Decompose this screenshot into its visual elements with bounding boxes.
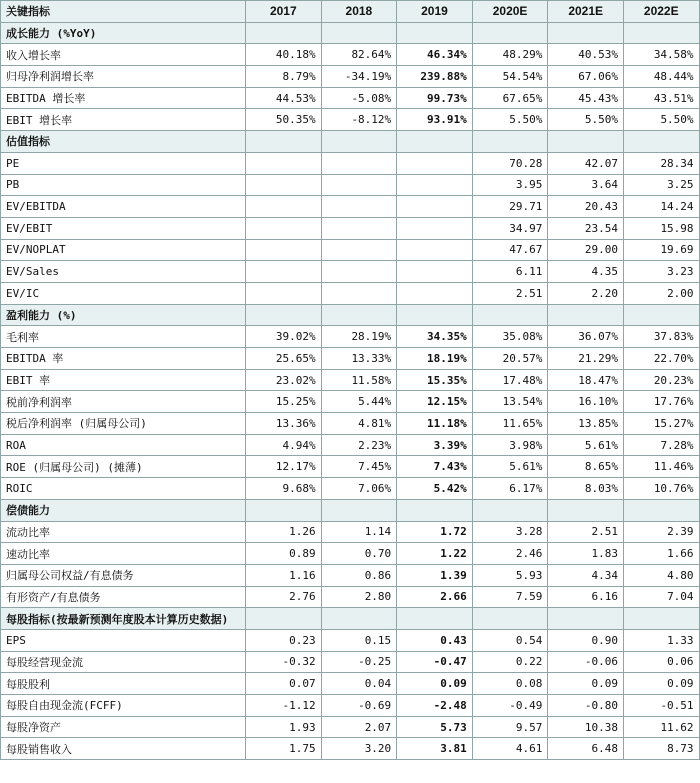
- value-cell: 35.08%: [472, 326, 548, 348]
- table-row: [1, 651, 700, 673]
- row-label: ROA: [1, 434, 246, 456]
- value-cell: 4.35: [548, 261, 624, 283]
- value-cell: 4.34: [548, 564, 624, 586]
- value-cell: 0.04: [321, 673, 397, 695]
- row-label: EV/EBITDA: [1, 196, 246, 218]
- value-cell: -2.48: [397, 695, 473, 717]
- value-cell: 2.20: [548, 282, 624, 304]
- value-cell: 5.61%: [548, 434, 624, 456]
- table-row: [1, 326, 700, 348]
- value-cell: 3.23: [623, 261, 699, 283]
- section-empty-cell: [548, 499, 624, 521]
- value-cell: 25.65%: [246, 348, 322, 370]
- value-cell: 15.35%: [397, 369, 473, 391]
- value-cell: 5.61%: [472, 456, 548, 478]
- value-cell: 2.80: [321, 586, 397, 608]
- value-cell: [397, 217, 473, 239]
- section-empty-cell: [472, 499, 548, 521]
- value-cell: -0.69: [321, 695, 397, 717]
- section-empty-cell: [548, 131, 624, 153]
- value-cell: 1.66: [623, 543, 699, 565]
- row-label: EBITDA 增长率: [1, 87, 246, 109]
- value-cell: 5.93: [472, 564, 548, 586]
- value-cell: 1.72: [397, 521, 473, 543]
- value-cell: 3.98%: [472, 434, 548, 456]
- value-cell: -8.12%: [321, 109, 397, 131]
- value-cell: 1.83: [548, 543, 624, 565]
- value-cell: 10.76%: [623, 478, 699, 500]
- value-cell: 46.34%: [397, 44, 473, 66]
- section-empty-cell: [246, 22, 322, 44]
- row-label: ROIC: [1, 478, 246, 500]
- value-cell: -0.80: [548, 695, 624, 717]
- value-cell: 0.89: [246, 543, 322, 565]
- section-row: [1, 304, 700, 326]
- row-label: EV/EBIT: [1, 217, 246, 239]
- value-cell: [246, 282, 322, 304]
- row-label: 每股股利: [1, 673, 246, 695]
- value-cell: [321, 261, 397, 283]
- value-cell: 20.43: [548, 196, 624, 218]
- value-cell: 99.73%: [397, 87, 473, 109]
- row-label: 每股销售收入: [1, 738, 246, 760]
- section-row: [1, 22, 700, 44]
- value-cell: 6.11: [472, 261, 548, 283]
- value-cell: 0.90: [548, 629, 624, 651]
- section-title: 偿债能力: [1, 499, 246, 521]
- value-cell: -34.19%: [321, 66, 397, 88]
- value-cell: 43.51%: [623, 87, 699, 109]
- value-cell: 29.00: [548, 239, 624, 261]
- value-cell: 5.50%: [548, 109, 624, 131]
- value-cell: [321, 152, 397, 174]
- table-row: [1, 217, 700, 239]
- section-empty-cell: [246, 304, 322, 326]
- table-row: [1, 87, 700, 109]
- value-cell: 0.70: [321, 543, 397, 565]
- section-empty-cell: [321, 131, 397, 153]
- value-cell: 0.09: [548, 673, 624, 695]
- header-label: 关键指标: [1, 1, 246, 23]
- value-cell: 1.16: [246, 564, 322, 586]
- section-title: 成长能力 (%YoY): [1, 22, 246, 44]
- table-row: [1, 66, 700, 88]
- value-cell: 9.57: [472, 716, 548, 738]
- value-cell: -0.06: [548, 651, 624, 673]
- section-title: 盈利能力 (%): [1, 304, 246, 326]
- table-row: [1, 348, 700, 370]
- value-cell: 18.47%: [548, 369, 624, 391]
- value-cell: 6.17%: [472, 478, 548, 500]
- table-row: [1, 434, 700, 456]
- value-cell: -5.08%: [321, 87, 397, 109]
- section-empty-cell: [397, 608, 473, 630]
- value-cell: [246, 196, 322, 218]
- table-row: [1, 695, 700, 717]
- value-cell: 4.61: [472, 738, 548, 760]
- section-empty-cell: [321, 499, 397, 521]
- value-cell: [321, 282, 397, 304]
- value-cell: 14.24: [623, 196, 699, 218]
- section-empty-cell: [246, 499, 322, 521]
- value-cell: -0.51: [623, 695, 699, 717]
- row-label: EV/NOPLAT: [1, 239, 246, 261]
- value-cell: 1.33: [623, 629, 699, 651]
- value-cell: 3.64: [548, 174, 624, 196]
- section-row: [1, 608, 700, 630]
- value-cell: -0.49: [472, 695, 548, 717]
- value-cell: 39.02%: [246, 326, 322, 348]
- value-cell: 7.06%: [321, 478, 397, 500]
- value-cell: 2.66: [397, 586, 473, 608]
- value-cell: 3.95: [472, 174, 548, 196]
- row-label: 毛利率: [1, 326, 246, 348]
- table-row: [1, 109, 700, 131]
- row-label: 有形资产/有息债务: [1, 586, 246, 608]
- value-cell: 8.03%: [548, 478, 624, 500]
- section-empty-cell: [623, 304, 699, 326]
- value-cell: 0.22: [472, 651, 548, 673]
- row-label: 每股经营现金流: [1, 651, 246, 673]
- value-cell: 8.73: [623, 738, 699, 760]
- row-label: 速动比率: [1, 543, 246, 565]
- year-header: 2019: [397, 1, 473, 23]
- value-cell: [246, 152, 322, 174]
- table-row: [1, 239, 700, 261]
- row-label: EV/IC: [1, 282, 246, 304]
- value-cell: 11.18%: [397, 413, 473, 435]
- section-empty-cell: [472, 22, 548, 44]
- value-cell: 47.67: [472, 239, 548, 261]
- value-cell: 45.43%: [548, 87, 624, 109]
- value-cell: 0.06: [623, 651, 699, 673]
- value-cell: 1.75: [246, 738, 322, 760]
- value-cell: 7.28%: [623, 434, 699, 456]
- value-cell: 4.80: [623, 564, 699, 586]
- value-cell: 8.65%: [548, 456, 624, 478]
- value-cell: 20.57%: [472, 348, 548, 370]
- value-cell: 13.36%: [246, 413, 322, 435]
- value-cell: 15.27%: [623, 413, 699, 435]
- row-label: 每股自由现金流(FCFF): [1, 695, 246, 717]
- value-cell: 34.35%: [397, 326, 473, 348]
- header-row: [1, 1, 700, 23]
- value-cell: 5.50%: [623, 109, 699, 131]
- table-row: [1, 564, 700, 586]
- value-cell: 2.00: [623, 282, 699, 304]
- value-cell: [397, 261, 473, 283]
- value-cell: 4.81%: [321, 413, 397, 435]
- year-header: 2021E: [548, 1, 624, 23]
- value-cell: 17.48%: [472, 369, 548, 391]
- value-cell: 0.54: [472, 629, 548, 651]
- value-cell: 7.04: [623, 586, 699, 608]
- value-cell: 5.44%: [321, 391, 397, 413]
- value-cell: 23.02%: [246, 369, 322, 391]
- table-row: [1, 369, 700, 391]
- section-row: [1, 499, 700, 521]
- value-cell: 15.98: [623, 217, 699, 239]
- value-cell: 2.23%: [321, 434, 397, 456]
- value-cell: 21.29%: [548, 348, 624, 370]
- table-row: [1, 44, 700, 66]
- value-cell: 15.25%: [246, 391, 322, 413]
- value-cell: 1.26: [246, 521, 322, 543]
- value-cell: 20.23%: [623, 369, 699, 391]
- value-cell: 3.25: [623, 174, 699, 196]
- value-cell: 28.19%: [321, 326, 397, 348]
- value-cell: 0.08: [472, 673, 548, 695]
- value-cell: 11.58%: [321, 369, 397, 391]
- value-cell: [246, 217, 322, 239]
- year-header: 2020E: [472, 1, 548, 23]
- value-cell: 28.34: [623, 152, 699, 174]
- value-cell: [321, 174, 397, 196]
- value-cell: -0.47: [397, 651, 473, 673]
- row-label: 税前净利润率: [1, 391, 246, 413]
- table-row: [1, 413, 700, 435]
- value-cell: 12.17%: [246, 456, 322, 478]
- section-empty-cell: [246, 131, 322, 153]
- value-cell: 5.73: [397, 716, 473, 738]
- value-cell: 22.70%: [623, 348, 699, 370]
- value-cell: 50.35%: [246, 109, 322, 131]
- value-cell: 40.53%: [548, 44, 624, 66]
- value-cell: 17.76%: [623, 391, 699, 413]
- table-row: [1, 521, 700, 543]
- section-empty-cell: [623, 22, 699, 44]
- value-cell: 1.14: [321, 521, 397, 543]
- value-cell: 13.85%: [548, 413, 624, 435]
- section-empty-cell: [397, 499, 473, 521]
- value-cell: 2.51: [472, 282, 548, 304]
- value-cell: [397, 174, 473, 196]
- value-cell: 13.33%: [321, 348, 397, 370]
- value-cell: 0.43: [397, 629, 473, 651]
- value-cell: 37.83%: [623, 326, 699, 348]
- section-empty-cell: [548, 608, 624, 630]
- table-row: [1, 586, 700, 608]
- value-cell: 13.54%: [472, 391, 548, 413]
- value-cell: 70.28: [472, 152, 548, 174]
- value-cell: 3.20: [321, 738, 397, 760]
- section-empty-cell: [321, 304, 397, 326]
- table-row: [1, 391, 700, 413]
- section-row: [1, 131, 700, 153]
- table-row: [1, 261, 700, 283]
- value-cell: 67.06%: [548, 66, 624, 88]
- section-title: 估值指标: [1, 131, 246, 153]
- row-label: 归母净利润增长率: [1, 66, 246, 88]
- section-empty-cell: [397, 131, 473, 153]
- value-cell: [397, 196, 473, 218]
- value-cell: 0.09: [623, 673, 699, 695]
- value-cell: 18.19%: [397, 348, 473, 370]
- value-cell: 1.22: [397, 543, 473, 565]
- value-cell: 3.39%: [397, 434, 473, 456]
- value-cell: 36.07%: [548, 326, 624, 348]
- value-cell: 16.10%: [548, 391, 624, 413]
- section-title: 每股指标(按最新预测年度股本计算历史数据): [1, 608, 246, 630]
- value-cell: 4.94%: [246, 434, 322, 456]
- year-header: 2022E: [623, 1, 699, 23]
- value-cell: 0.15: [321, 629, 397, 651]
- value-cell: -1.12: [246, 695, 322, 717]
- value-cell: 29.71: [472, 196, 548, 218]
- value-cell: 0.86: [321, 564, 397, 586]
- value-cell: 5.42%: [397, 478, 473, 500]
- value-cell: 3.81: [397, 738, 473, 760]
- value-cell: 48.29%: [472, 44, 548, 66]
- section-empty-cell: [623, 608, 699, 630]
- value-cell: [321, 196, 397, 218]
- value-cell: 239.88%: [397, 66, 473, 88]
- value-cell: 7.59: [472, 586, 548, 608]
- row-label: 归属母公司权益/有息债务: [1, 564, 246, 586]
- value-cell: 2.39: [623, 521, 699, 543]
- row-label: EBIT 率: [1, 369, 246, 391]
- value-cell: [397, 239, 473, 261]
- section-empty-cell: [397, 304, 473, 326]
- value-cell: [397, 282, 473, 304]
- row-label: PB: [1, 174, 246, 196]
- row-label: EBIT 增长率: [1, 109, 246, 131]
- table-row: [1, 174, 700, 196]
- value-cell: 6.48: [548, 738, 624, 760]
- section-empty-cell: [548, 304, 624, 326]
- table-row: [1, 282, 700, 304]
- section-empty-cell: [321, 22, 397, 44]
- section-empty-cell: [321, 608, 397, 630]
- value-cell: 34.58%: [623, 44, 699, 66]
- value-cell: [246, 239, 322, 261]
- value-cell: [246, 174, 322, 196]
- table-row: [1, 673, 700, 695]
- row-label: EV/Sales: [1, 261, 246, 283]
- value-cell: 1.93: [246, 716, 322, 738]
- value-cell: 7.45%: [321, 456, 397, 478]
- table-body: [1, 22, 700, 759]
- value-cell: 7.43%: [397, 456, 473, 478]
- section-empty-cell: [623, 499, 699, 521]
- row-label: EBITDA 率: [1, 348, 246, 370]
- year-header: 2017: [246, 1, 322, 23]
- value-cell: [321, 217, 397, 239]
- value-cell: 10.38: [548, 716, 624, 738]
- section-empty-cell: [472, 131, 548, 153]
- table-row: [1, 456, 700, 478]
- value-cell: 0.07: [246, 673, 322, 695]
- value-cell: 2.07: [321, 716, 397, 738]
- value-cell: 1.39: [397, 564, 473, 586]
- section-empty-cell: [623, 131, 699, 153]
- value-cell: 34.97: [472, 217, 548, 239]
- value-cell: 93.91%: [397, 109, 473, 131]
- value-cell: 2.46: [472, 543, 548, 565]
- value-cell: 11.62: [623, 716, 699, 738]
- value-cell: 19.69: [623, 239, 699, 261]
- table-row: [1, 738, 700, 760]
- table-row: [1, 543, 700, 565]
- value-cell: [246, 261, 322, 283]
- value-cell: -0.25: [321, 651, 397, 673]
- value-cell: 2.51: [548, 521, 624, 543]
- table-row: [1, 152, 700, 174]
- table-row: [1, 478, 700, 500]
- row-label: EPS: [1, 629, 246, 651]
- value-cell: 2.76: [246, 586, 322, 608]
- value-cell: 11.65%: [472, 413, 548, 435]
- value-cell: 82.64%: [321, 44, 397, 66]
- value-cell: 0.23: [246, 629, 322, 651]
- value-cell: [321, 239, 397, 261]
- value-cell: 11.46%: [623, 456, 699, 478]
- value-cell: 3.28: [472, 521, 548, 543]
- table-row: [1, 716, 700, 738]
- value-cell: 9.68%: [246, 478, 322, 500]
- value-cell: 54.54%: [472, 66, 548, 88]
- value-cell: 42.07: [548, 152, 624, 174]
- year-header: 2018: [321, 1, 397, 23]
- value-cell: 0.09: [397, 673, 473, 695]
- table-row: [1, 629, 700, 651]
- value-cell: 5.50%: [472, 109, 548, 131]
- row-label: ROE (归属母公司) (摊薄): [1, 456, 246, 478]
- row-label: 流动比率: [1, 521, 246, 543]
- value-cell: 12.15%: [397, 391, 473, 413]
- value-cell: [397, 152, 473, 174]
- section-empty-cell: [397, 22, 473, 44]
- value-cell: 67.65%: [472, 87, 548, 109]
- section-empty-cell: [472, 608, 548, 630]
- section-empty-cell: [548, 22, 624, 44]
- row-label: PE: [1, 152, 246, 174]
- value-cell: -0.32: [246, 651, 322, 673]
- table-row: [1, 196, 700, 218]
- row-label: 税后净利润率 (归属母公司): [1, 413, 246, 435]
- value-cell: 48.44%: [623, 66, 699, 88]
- row-label: 每股净资产: [1, 716, 246, 738]
- value-cell: 40.18%: [246, 44, 322, 66]
- value-cell: 44.53%: [246, 87, 322, 109]
- section-empty-cell: [246, 608, 322, 630]
- value-cell: 6.16: [548, 586, 624, 608]
- row-label: 收入增长率: [1, 44, 246, 66]
- value-cell: 23.54: [548, 217, 624, 239]
- section-empty-cell: [472, 304, 548, 326]
- value-cell: 8.79%: [246, 66, 322, 88]
